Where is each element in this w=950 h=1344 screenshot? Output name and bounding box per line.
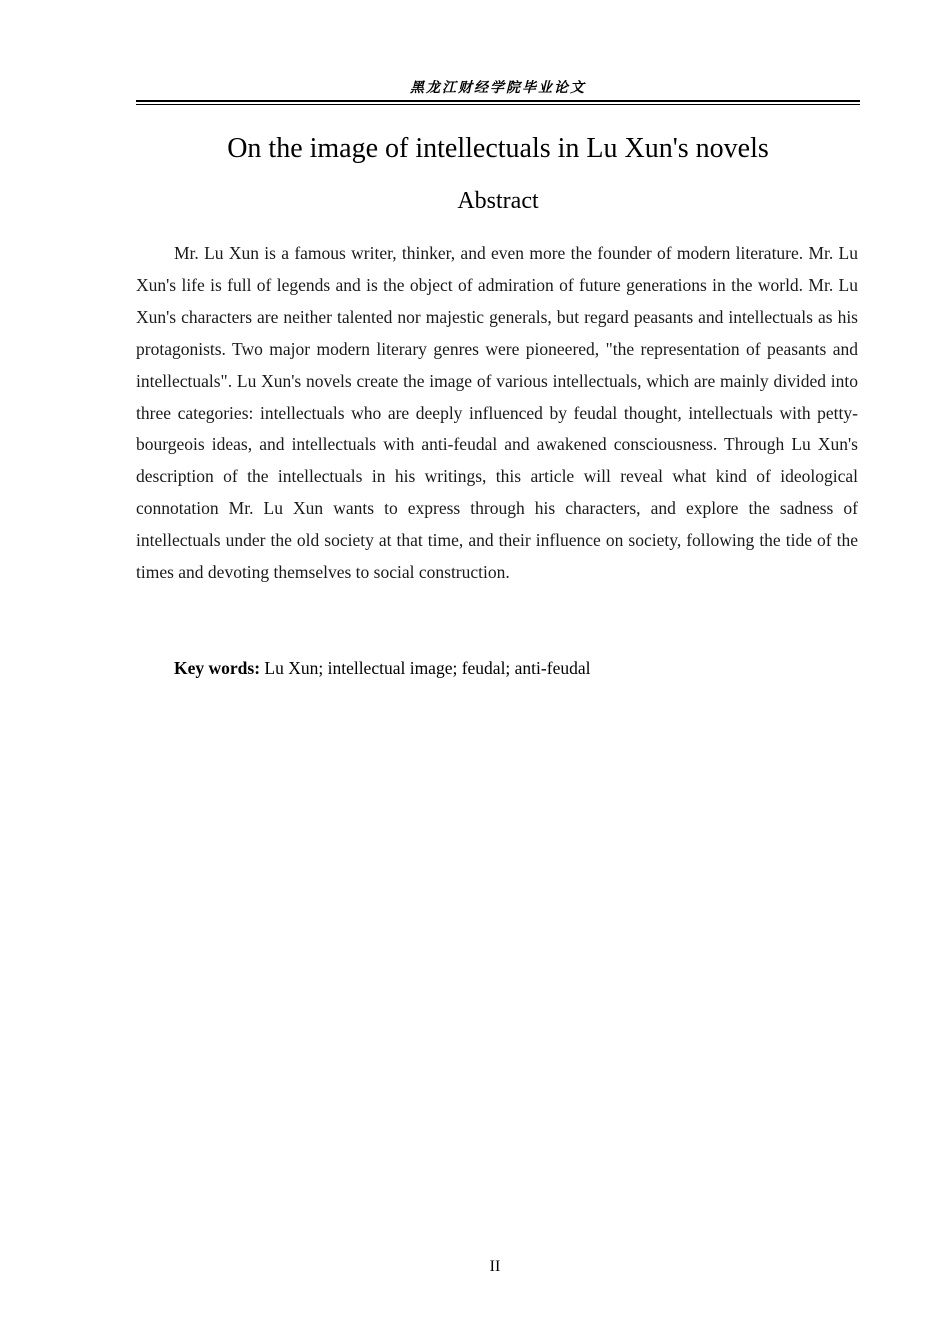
keywords-label: Key words: — [174, 658, 261, 678]
keywords-value: Lu Xun; intellectual image; feudal; anti-feudal — [260, 658, 591, 678]
document-title: On the image of intellectuals in Lu Xun's novels — [227, 133, 769, 164]
header-divider — [136, 100, 860, 105]
keywords-line — [174, 655, 860, 681]
running-header: 黑龙江财经学院毕业论文 — [410, 80, 586, 96]
abstract-heading: Abstract — [457, 188, 539, 214]
page-number: II — [489, 1258, 501, 1275]
abstract-body: Mr. Lu Xun is a famous writer, thinker, and even more the founder of modern literature. Mr. Lu Xun's life is full of legends and is the object of admiration of future generations in the world. Mr. Lu Xun's characters are neither talented nor majestic generals, but regard peasants and intellectuals as his protagonists. Two major modern literary genres were pioneered, "the representation of peasants and intellectuals". Lu Xun's novels create the image of various intellectuals, which are mainly divided into three categories: intellectuals who are deeply influenced by feudal thought, intellectuals with petty-bourgeois ideas, and intellectuals with anti-feudal and awakened consciousness. Through Lu Xun's description of the intellectuals in his writings, this article will reveal what kind of ideological connotation Mr. Lu Xun wants to express through his characters, and explore the sadness of intellectuals under the old society at that time, and their influence on society, following the tide of the times and devoting themselves to social construction. — [136, 243, 858, 583]
